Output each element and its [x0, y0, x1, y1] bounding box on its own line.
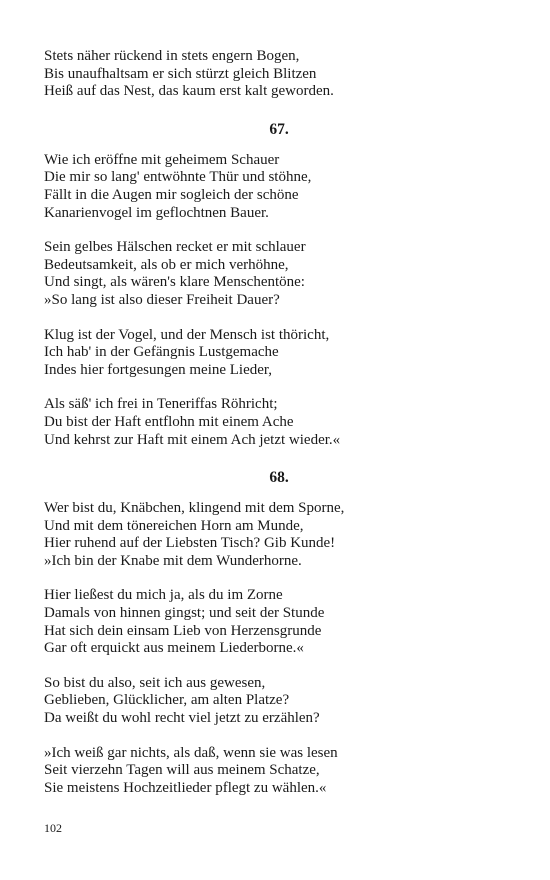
poem-67-stanza-1 [44, 152, 514, 222]
verse-line: Heiß auf das Nest, das kaum erst kalt geworden. [44, 83, 334, 100]
verse-line: Die mir so lang' entwöhnte Thür und stöhne, [44, 169, 312, 186]
poem-68-stanza-2 [44, 587, 514, 657]
poem-67-stanza-4 [44, 396, 514, 449]
page-text [44, 48, 514, 814]
verse-line: Fällt in die Augen mir sogleich der schöne [44, 186, 299, 203]
verse-line: Bis unaufhaltsam er sich stürzt gleich Blitzen [44, 65, 317, 82]
verse-line: Wer bist du, Knäbchen, klingend mit dem Sporne, [44, 500, 345, 517]
verse-line: Als säß' ich frei in Teneriffas Röhricht; [44, 396, 278, 413]
verse-line: Stets näher rückend in stets engern Bogen, [44, 48, 300, 64]
poem-68-stanza-1 [44, 500, 514, 570]
verse-line: Damals von hinnen gingst; und seit der Stunde [44, 605, 325, 622]
verse-line: Wie ich eröffne mit geheimem Schauer [44, 151, 280, 168]
verse-line: Gar oft erquickt aus meinem Liederborne.« [44, 640, 304, 657]
poem-67-stanza-2 [44, 239, 514, 309]
verse-line: Indes hier fortgesungen meine Lieder, [44, 361, 273, 378]
verse-line: Seit vierzehn Tagen will aus meinem Schatze, [44, 762, 320, 779]
verse-line: Und mit dem tönereichen Horn am Munde, [44, 517, 304, 534]
verse-line: »Ich bin der Knabe mit dem Wunderhorne. [44, 552, 302, 569]
verse-line: Hier ruhend auf der Liebsten Tisch? Gib Kunde! [44, 535, 336, 552]
verse-line: Und kehrst zur Haft mit einem Ach jetzt wieder.« [44, 431, 341, 448]
verse-line: »Ich weiß gar nichts, als daß, wenn sie was lesen [44, 744, 338, 761]
poem-68-stanza-3 [44, 675, 514, 728]
intro-stanza [44, 48, 514, 101]
verse-line: Und singt, als wären's klare Menschentöne: [44, 274, 305, 291]
verse-line: Du bist der Haft entflohn mit einem Ache [44, 413, 294, 430]
poem-67-number: 67. [269, 120, 289, 138]
verse-line: So bist du also, seit ich aus gewesen, [44, 674, 266, 691]
verse-line: Sein gelbes Hälschen recket er mit schlauer [44, 239, 306, 256]
verse-line: Sie meistens Hochzeitlieder pflegt zu wählen.« [44, 779, 327, 796]
page-number: 102 [44, 821, 62, 835]
verse-line: Geblieben, Glücklicher, am alten Platze? [44, 692, 290, 709]
verse-line: Da weißt du wohl recht viel jetzt zu erzählen? [44, 710, 320, 727]
poem-68-stanza-4 [44, 745, 514, 798]
verse-line: Hier ließest du mich ja, als du im Zorne [44, 587, 283, 604]
poem-68-number: 68. [269, 469, 289, 487]
verse-line: Ich hab' in der Gefängnis Lustgemache [44, 344, 279, 361]
verse-line: Kanarienvogel im geflochtnen Bauer. [44, 204, 269, 221]
verse-line: Bedeutsamkeit, als ob er mich verhöhne, [44, 256, 289, 273]
poem-67-stanza-3 [44, 327, 514, 380]
verse-line: Hat sich dein einsam Lieb von Herzensgrunde [44, 622, 322, 639]
verse-line: Klug ist der Vogel, und der Mensch ist thöricht, [44, 326, 330, 343]
verse-line: »So lang ist also dieser Freiheit Dauer? [44, 291, 280, 308]
